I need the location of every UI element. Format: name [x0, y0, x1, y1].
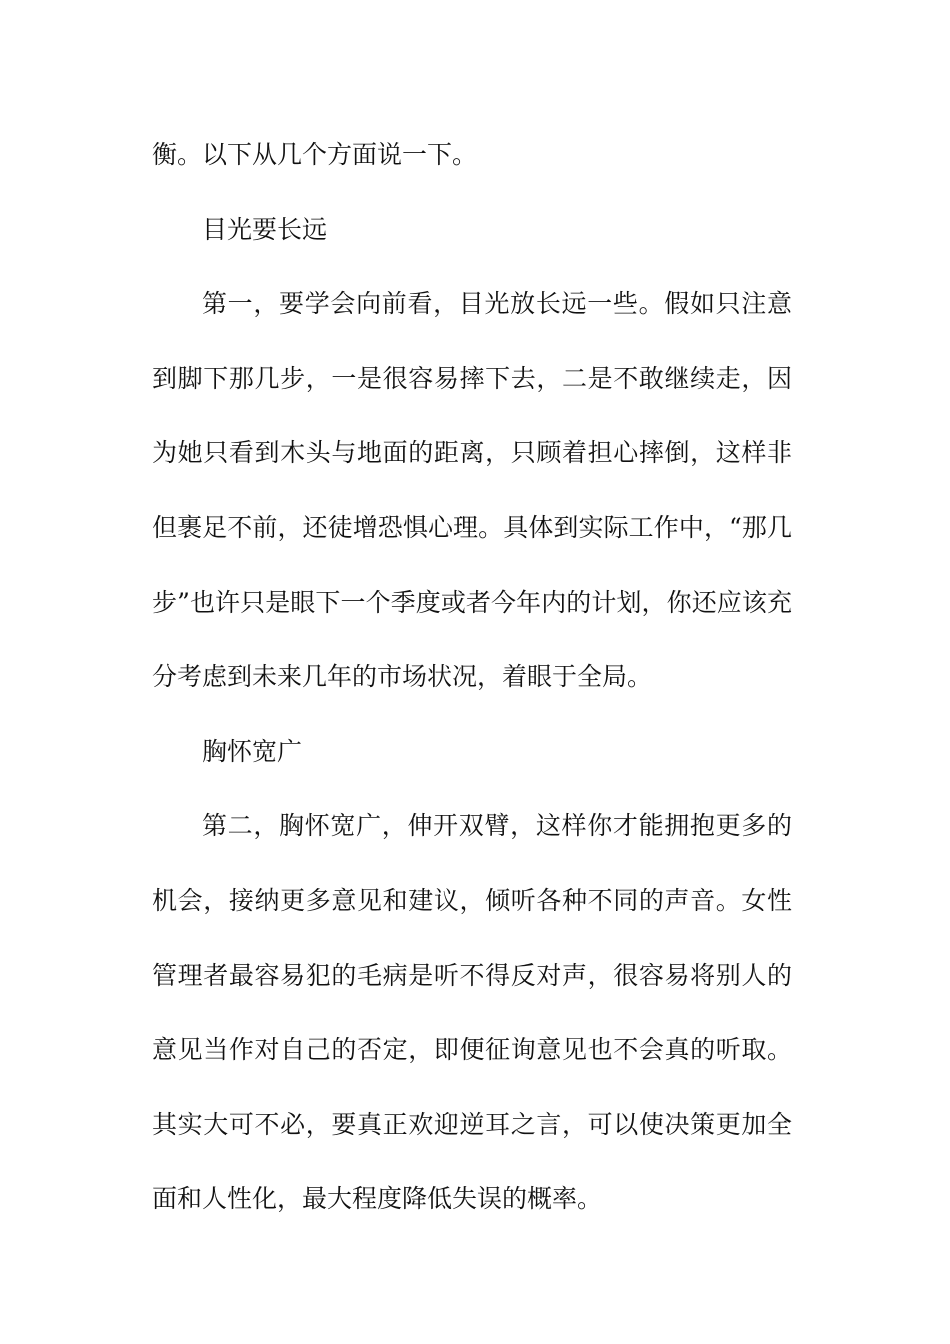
section-heading-open-mind: 胸怀宽广: [202, 736, 303, 766]
paragraph-continuation: 衡。以下从几个方面说一下。: [152, 140, 478, 169]
document-body: [152, 118, 792, 1237]
paragraph-vision: 第一，要学会向前看，目光放长远一些。假如只注意到脚下那几步，一是很容易摔下去，二是不敢继续走，因为她只看到木头与地面的距离，只顾着担心摔倒，这样非但裹足不前，还徒增恐惧心理。具体到实际工作中，“那几步”也许只是眼下一个季度或者今年内的计划，你还应该充分考虑到未来几年的市场状况，着眼于全局。: [152, 289, 792, 692]
section-heading-vision: 目光要长远: [202, 214, 328, 244]
paragraph-open-mind: 第二，胸怀宽广，伸开双臂，这样你才能拥抱更多的机会，接纳更多意见和建议，倾听各种不同的声音。女性管理者最容易犯的毛病是听不得反对声，很容易将别人的意见当作对自己的否定，即便征询意见也不会真的听取。其实大可不必，要真正欢迎逆耳之言，可以使决策更加全面和人性化，最大程度降低失误的概率。: [152, 811, 792, 1214]
